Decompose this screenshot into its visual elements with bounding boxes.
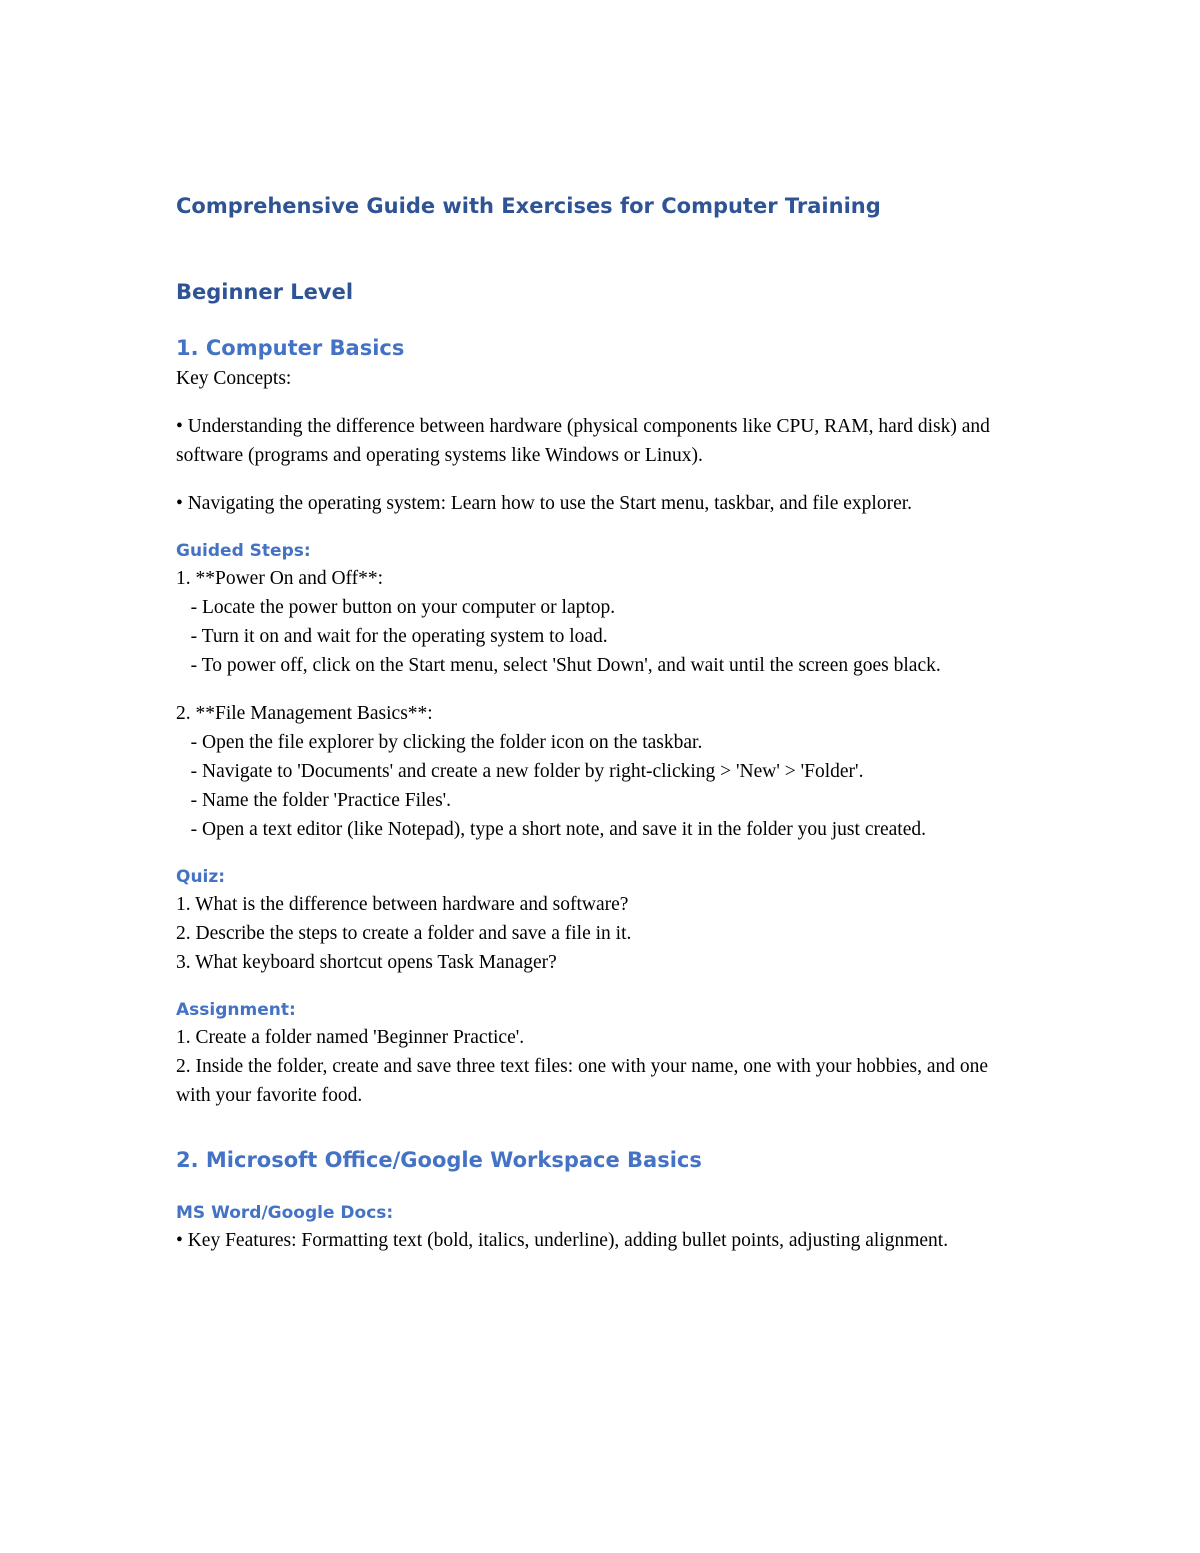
step-file-management <box>176 699 1026 844</box>
assignment-heading: Assignment: <box>176 1000 296 1020</box>
quiz-item: 1. What is the difference between hardware and software? <box>176 894 629 915</box>
section-heading-office-workspace: 2. Microsoft Office/Google Workspace Basics <box>176 1148 702 1172</box>
assignment-item: 1. Create a folder named 'Beginner Practice'. <box>176 1027 525 1048</box>
concept-hardware-software: • Understanding the difference between hardware (physical components like CPU, RAM, hard disk) and software (programs and operating systems like Windows or Linux). <box>176 416 990 466</box>
quiz-heading: Quiz: <box>176 867 226 887</box>
step-item: - Navigate to 'Documents' and create a new folder by right-clicking > 'New' > 'Folder'. <box>176 761 864 782</box>
document-title: Comprehensive Guide with Exercises for Computer Training <box>176 194 881 218</box>
ms-word-google-docs-heading: MS Word/Google Docs: <box>176 1203 394 1223</box>
step-item: - Open a text editor (like Notepad), type a short note, and save it in the folder you just created. <box>176 819 926 840</box>
quiz-item: 2. Describe the steps to create a folder and save a file in it. <box>176 923 632 944</box>
key-features-text: • Key Features: Formatting text (bold, italics, underline), adding bullet points, adjusting alignment. <box>176 1230 949 1251</box>
step-item: - To power off, click on the Start menu, select 'Shut Down', and wait until the screen goes black. <box>176 655 941 676</box>
step-item: - Name the folder 'Practice Files'. <box>176 790 452 811</box>
guided-steps-heading: Guided Steps: <box>176 541 311 561</box>
step-title: 2. **File Management Basics**: <box>176 703 433 724</box>
assignment-item: 2. Inside the folder, create and save three text files: one with your name, one with your hobbies, and one with your favorite food. <box>176 1056 993 1106</box>
step-item: - Locate the power button on your computer or laptop. <box>176 597 616 618</box>
step-item: - Open the file explorer by clicking the folder icon on the taskbar. <box>176 732 703 753</box>
key-concepts-label: Key Concepts: <box>176 368 292 389</box>
step-item: - Turn it on and wait for the operating system to load. <box>176 626 608 647</box>
document-body <box>176 190 1026 1255</box>
quiz-list <box>176 890 1026 977</box>
step-title: 1. **Power On and Off**: <box>176 568 384 589</box>
concept-navigating-os: • Navigating the operating system: Learn how to use the Start menu, taskbar, and file explorer. <box>176 493 913 514</box>
quiz-item: 3. What keyboard shortcut opens Task Manager? <box>176 952 557 973</box>
section-heading-computer-basics: 1. Computer Basics <box>176 336 405 360</box>
level-heading: Beginner Level <box>176 280 354 304</box>
assignment-list <box>176 1023 1026 1110</box>
step-power-on-off <box>176 564 1026 680</box>
